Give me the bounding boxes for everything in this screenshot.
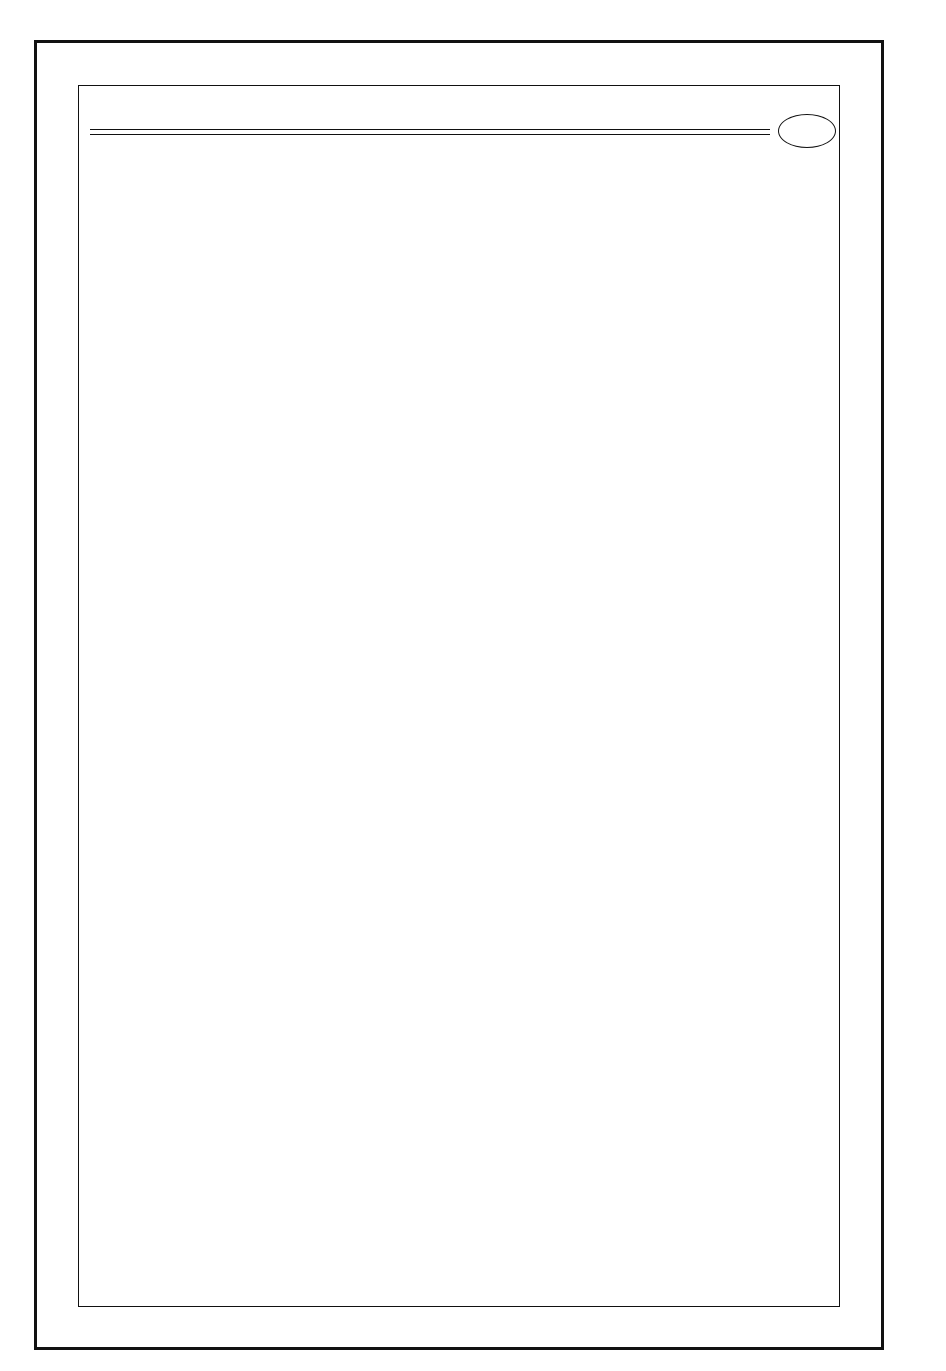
- header-rule-thin: [90, 134, 770, 135]
- header-rule: [90, 129, 770, 130]
- inner-border-frame: [78, 85, 840, 1307]
- page-number: [778, 114, 836, 148]
- page-header: [90, 90, 838, 160]
